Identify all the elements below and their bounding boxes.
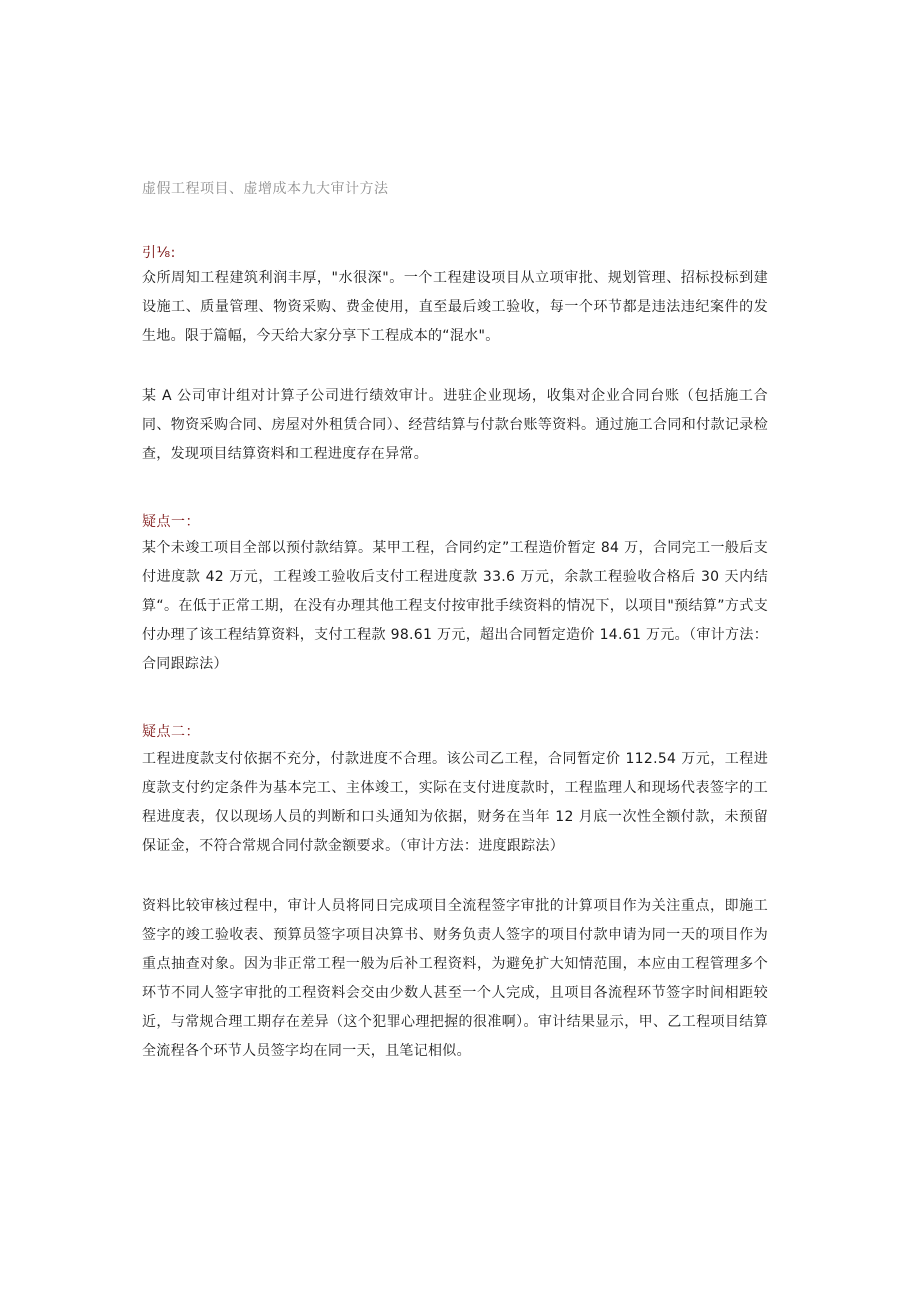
paragraph-intro: 众所周知工程建筑利润丰厚，"水很深"。一个工程建设项目从立项审批、规划管理、招标投标到建设施工、质量管理、物资采购、费金使用，直至最后竣工验收，每一个环节都是违法违纪案件的发生地。限于篇幅，今天给大家分享下工程成本的“混水"。 bbox=[142, 270, 768, 344]
paragraph-doubt-two: 工程进度款支付依据不充分，付款进度不合理。该公司乙工程，合同暂定价 112.54 万元，工程进度款支付约定条件为基本完工、主体竣工，实际在支付进度款时，工程监理人和现场代表签字的工程进度表，仅以现场人员的判断和口头通知为依据，财务在当年 12 月底一次性全额付款，未预留保证金，不符合常规合同付款金额要求。（审计方法：进度跟踪法） bbox=[142, 751, 768, 854]
section-heading-intro: 引⅛: bbox=[142, 245, 176, 261]
paragraph-document-review: 资料比较审核过程中，审计人员将同日完成项目全流程签字审批的计算项目作为关注重点，即施工签字的竣工验收表、预算员签字项目决算书、财务负责人签字的项目付款申请为同一天的项目作为重点抽查对象。因为非正常工程一般为后补工程资料，为避免扩大知情范围，本应由工程管理多个环节不同人签字审批的工程资料会交由少数人甚至一个人完成，且项目各流程环节签字时间相距较近，与常规合理工期存在差异（这个犯罪心理把握的很准啊）。审计结果显示，甲、乙工程项目结算全流程各个环节人员签字均在同一天，且笔记相似。 bbox=[142, 898, 768, 1059]
paragraph-doubt-one: 某个未竣工项目全部以预付款结算。某甲工程，合同约定”工程造价暂定 84 万，合同完工一般后支付进度款 42 万元，工程竣工验收后支付工程进度款 33.6 万元，余款工程验收合格后 30 天内结算“。在低于正常工期，在没有办理其他工程支付按审批手续资料的情况下，以项目"预结算”方式支付办理了该工程结算资料，支付工程款 98.61 万元，超出合同暂定造价 14.61 万元。（审计方法：合同跟踪法） bbox=[142, 540, 768, 672]
section-heading-doubt-one: 疑点一： bbox=[142, 514, 200, 530]
section-heading-doubt-two: 疑点二： bbox=[142, 724, 200, 740]
paragraph-case-background: 某 A 公司审计组对计算子公司进行绩效审计。进驻企业现场，收集对企业合同台账（包括施工合同、物资采购合同、房屋对外租赁合同）、经营结算与付款台账等资料。通过施工合同和付款记录检查，发现项目结算资料和工程进度存在异常。 bbox=[142, 388, 768, 462]
document-title: 虚假工程项目、虚增成本九大审计方法 bbox=[142, 181, 389, 197]
